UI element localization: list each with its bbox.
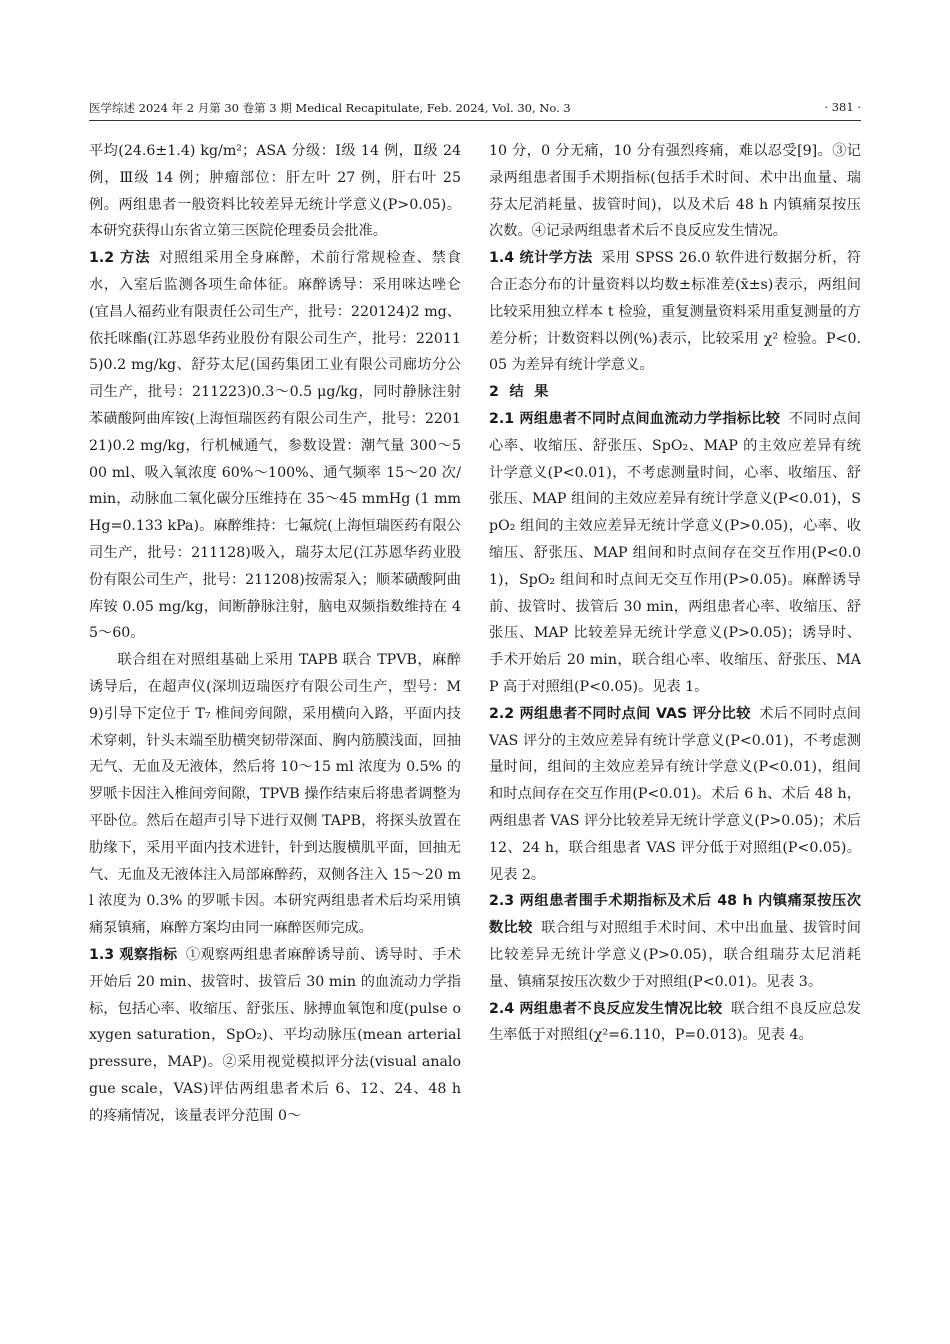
paragraph: 联合组在对照组基础上采用 TAPB 联合 TPVB，麻醉诱导后，在超声仪(深圳迈瑞医疗有限公司生产，型号：M9)引导下定位于 T₇ 椎间旁间隙，采用横向入路，平面内技术穿刺，针头末端至肋横突韧带深面、胸内筋膜浅面，回抽无气、无血及无液体，然后将 10～15 ml 浓度为 0.5% 的罗哌卡因注入椎间旁间隙，TPVB 操作结束后将患者调整为平卧位。然后在超声引导下进行双侧 TAPB，将探头放置在肋缘下，采用平面内技术进针，针到达腹横肌平面，回抽无气、无血及无液体注入局部麻醉药，双侧各注入 15～20 ml 浓度为 0.3% 的罗哌卡因。本研究两组患者术后均采用镇痛泵镇痛，麻醉方案均由同一麻醉医师完成。	[89, 652, 461, 937]
paragraph-methods: 1.2 方法 对照组采用全身麻醉，术前行常规检查、禁食水，入室后监测各项生命体征。麻醉诱导：采用咪达唑仑(宜昌人福药业有限责任公司生产，批号：220124)2 mg、依托咪酯(江苏恩华药业股份有限公司生产，批号：220115)0.2 mg/kg、舒芬太尼(国药集团工业有限公司廊坊分公司生产，批号：211223)0.3～0.5 μg/kg，同时静脉注射苯磺酸阿曲库铵(上海恒瑞医药有限公司生产，批号：220121)0.2 mg/kg，行机械通气，参数设置：潮气量 300～500 ml、吸入氧浓度 60%～100%、通气频率 15～20 次/min，动脉血二氧化碳分压维持在 35～45 mmHg (1 mmHg=0.133 kPa)。麻醉维持：七氟烷(上海恒瑞医药有限公司生产，批号：211128)吸入，瑞芬太尼(江苏恩华药业股份有限公司生产，批号：211208)按需泵入；顺苯磺酸阿曲库铵 0.05 mg/kg，间断静脉注射，脑电双频指数维持在 45～60。	[89, 250, 461, 642]
journal-info: 医学综述 2024 年 2 月第 30 卷第 3 期 Medical Recapitulate, Feb. 2024, Vol. 30, No. 3	[89, 101, 571, 115]
section-heading: 2.2 两组患者不同时点间 VAS 评分比较	[489, 705, 751, 722]
right-column	[489, 138, 861, 1049]
page-number: · 381 ·	[824, 100, 861, 114]
section-heading: 2.1 两组患者不同时点间血流动力学指标比较	[489, 410, 781, 427]
paragraph: 平均(24.6±1.4) kg/m²；ASA 分级：Ⅰ级 14 例，Ⅱ级 24 例，Ⅲ级 14 例；肿瘤部位：肝左叶 27 例，肝右叶 25 例。两组患者一般资料比较差异无统计学意义(P>0.05)。本研究获得山东省立第三医院伦理委员会批准。	[89, 143, 461, 240]
section-heading: 2.3 两组患者围手术期指标及术后 48 h 内镇痛泵按压次数比较	[489, 893, 861, 937]
paragraph-observation: 1.3 观察指标 ①观察两组患者麻醉诱导前、诱导时、手术开始后 20 min、拔管时、拔管后 30 min 的血流动力学指标，包括心率、收缩压、舒张压、脉搏血氧饱和度(pulse oxygen saturation，SpO₂)、平均动脉压(mean arterial pressure，MAP)。②采用视觉模拟评分法(visual analogue scale，VAS)评估两组患者术后 6、12、24、48 h 的疼痛情况，该量表评分范围 0～	[89, 946, 461, 1124]
paragraph-2-2: 2.2 两组患者不同时点间 VAS 评分比较 术后不同时点间 VAS 评分的主效应差异有统计学意义(P<0.01)，不考虑测量时间，组间的主效应差异有统计学意义(P<0.01)，组间和时点间存在交互作用(P<0.01)。术后 6 h、术后 48 h，两组患者 VAS 评分比较差异无统计学意义(P>0.05)；术后 12、24 h，联合组患者 VAS 评分低于对照组(P<0.05)。见表 2。	[489, 705, 861, 883]
section-heading: 1.2 方法	[89, 250, 151, 267]
section-heading: 1.4 统计学方法	[489, 250, 593, 267]
paragraph-2-3: 2.3 两组患者围手术期指标及术后 48 h 内镇痛泵按压次数比较 联合组与对照组手术时间、术中出血量、拔管时间比较差异无统计学意义(P>0.05)，联合组瑞芬太尼消耗量、镇痛泵按压次数少于对照组(P<0.01)。见表 3。	[489, 893, 861, 990]
section-heading: 2.4 两组患者不良反应发生情况比较	[489, 1000, 723, 1017]
paragraph-2-1: 2.1 两组患者不同时点间血流动力学指标比较 不同时点间心率、收缩压、舒张压、SpO₂、MAP 的主效应差异有统计学意义(P<0.01)，不考虑测量时间，心率、收缩压、舒张压、MAP 组间的主效应差异有统计学意义(P<0.01)，SpO₂ 组间的主效应差异无统计学意义(P>0.05)，心率、收缩压、舒张压、MAP 组间和时点间存在交互作用(P<0.01)，SpO₂ 组间和时点间无交互作用(P>0.05)。麻醉诱导前、拔管时、拔管后 30 min，两组患者心率、收缩压、舒张压、MAP 比较差异无统计学意义(P>0.05)；诱导时、手术开始后 20 min，联合组心率、收缩压、舒张压、MAP 高于对照组(P<0.05)。见表 1。	[489, 410, 861, 695]
paragraph-stats: 1.4 统计学方法 采用 SPSS 26.0 软件进行数据分析，符合正态分布的计量资料以均数±标准差(x̄±s)表示，两组间比较采用独立样本 t 检验，重复测量资料采用重复测量的方差分析；计数资料以例(%)表示，比较采用 χ² 检验。P<0.05 为差异有统计学意义。	[489, 250, 861, 374]
section-heading: 1.3 观察指标	[89, 946, 178, 963]
paragraph: 10 分，0 分无痛，10 分有强烈疼痛，难以忍受[9]。③记录两组患者围手术期指标(包括手术时间、术中出血量、瑞芬太尼消耗量、拔管时间)，以及术后 48 h 内镇痛泵按压次数。④记录两组患者术后不良反应发生情况。	[489, 143, 861, 240]
left-column	[89, 138, 461, 1129]
results-heading: 2 结 果	[489, 384, 552, 401]
running-header	[89, 98, 861, 121]
paragraph-2-4: 2.4 两组患者不良反应发生情况比较 联合组不良反应总发生率低于对照组(χ²=6.110，P=0.013)。见表 4。	[489, 1000, 861, 1044]
